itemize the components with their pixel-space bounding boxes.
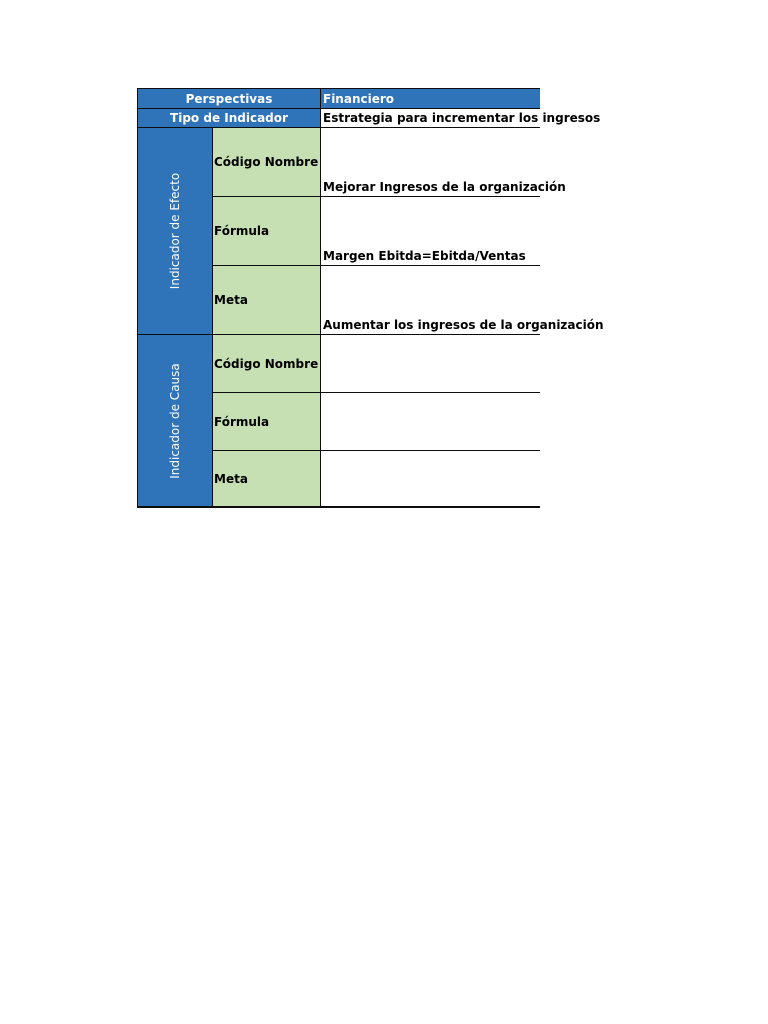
indicador-efecto-label: Indicador de Efecto bbox=[168, 172, 182, 290]
causa-meta-value-cell[interactable] bbox=[320, 450, 540, 508]
perspectivas-label-cell[interactable] bbox=[137, 88, 321, 109]
perspectivas-value: Financiero bbox=[323, 91, 395, 106]
efecto-meta-label-cell[interactable] bbox=[212, 265, 321, 335]
causa-codigo-label: Código Nombre bbox=[214, 356, 319, 371]
indicator-sheet bbox=[137, 88, 604, 508]
efecto-codigo-value: Mejorar Ingresos de la organización bbox=[323, 180, 566, 194]
indicador-efecto-group[interactable] bbox=[137, 127, 213, 335]
efecto-formula-value: Margen Ebitda=Ebitda/Ventas bbox=[323, 249, 526, 263]
causa-formula-value-cell[interactable] bbox=[320, 392, 540, 451]
causa-meta-label: Meta bbox=[214, 471, 248, 486]
indicador-causa-group[interactable] bbox=[137, 334, 213, 508]
causa-codigo-value-cell[interactable] bbox=[320, 334, 540, 393]
tipo-indicador-label: Tipo de Indicador bbox=[170, 111, 288, 125]
efecto-codigo-value-cell[interactable] bbox=[320, 127, 566, 197]
perspectivas-label: Perspectivas bbox=[185, 91, 273, 106]
tipo-indicador-value-cell[interactable] bbox=[320, 108, 601, 128]
causa-codigo-label-cell[interactable] bbox=[212, 334, 321, 393]
tipo-indicador-value: Estrategia para incrementar los ingresos bbox=[323, 111, 601, 125]
efecto-codigo-label-cell[interactable] bbox=[212, 127, 321, 197]
efecto-meta-value-cell[interactable] bbox=[320, 265, 604, 335]
perspectivas-value-cell[interactable] bbox=[320, 88, 540, 109]
tipo-indicador-label-cell[interactable] bbox=[137, 108, 321, 128]
causa-meta-label-cell[interactable] bbox=[212, 450, 321, 508]
efecto-meta-label: Meta bbox=[214, 293, 248, 307]
causa-formula-label: Fórmula bbox=[214, 414, 270, 429]
efecto-formula-value-cell[interactable] bbox=[320, 196, 540, 266]
efecto-meta-value: Aumentar los ingresos de la organización bbox=[323, 318, 604, 332]
causa-formula-label-cell[interactable] bbox=[212, 392, 321, 451]
indicador-causa-label: Indicador de Causa bbox=[168, 362, 183, 479]
efecto-formula-label-cell[interactable] bbox=[212, 196, 321, 266]
efecto-formula-label: Fórmula bbox=[214, 224, 270, 238]
efecto-codigo-label: Código Nombre bbox=[214, 155, 319, 169]
